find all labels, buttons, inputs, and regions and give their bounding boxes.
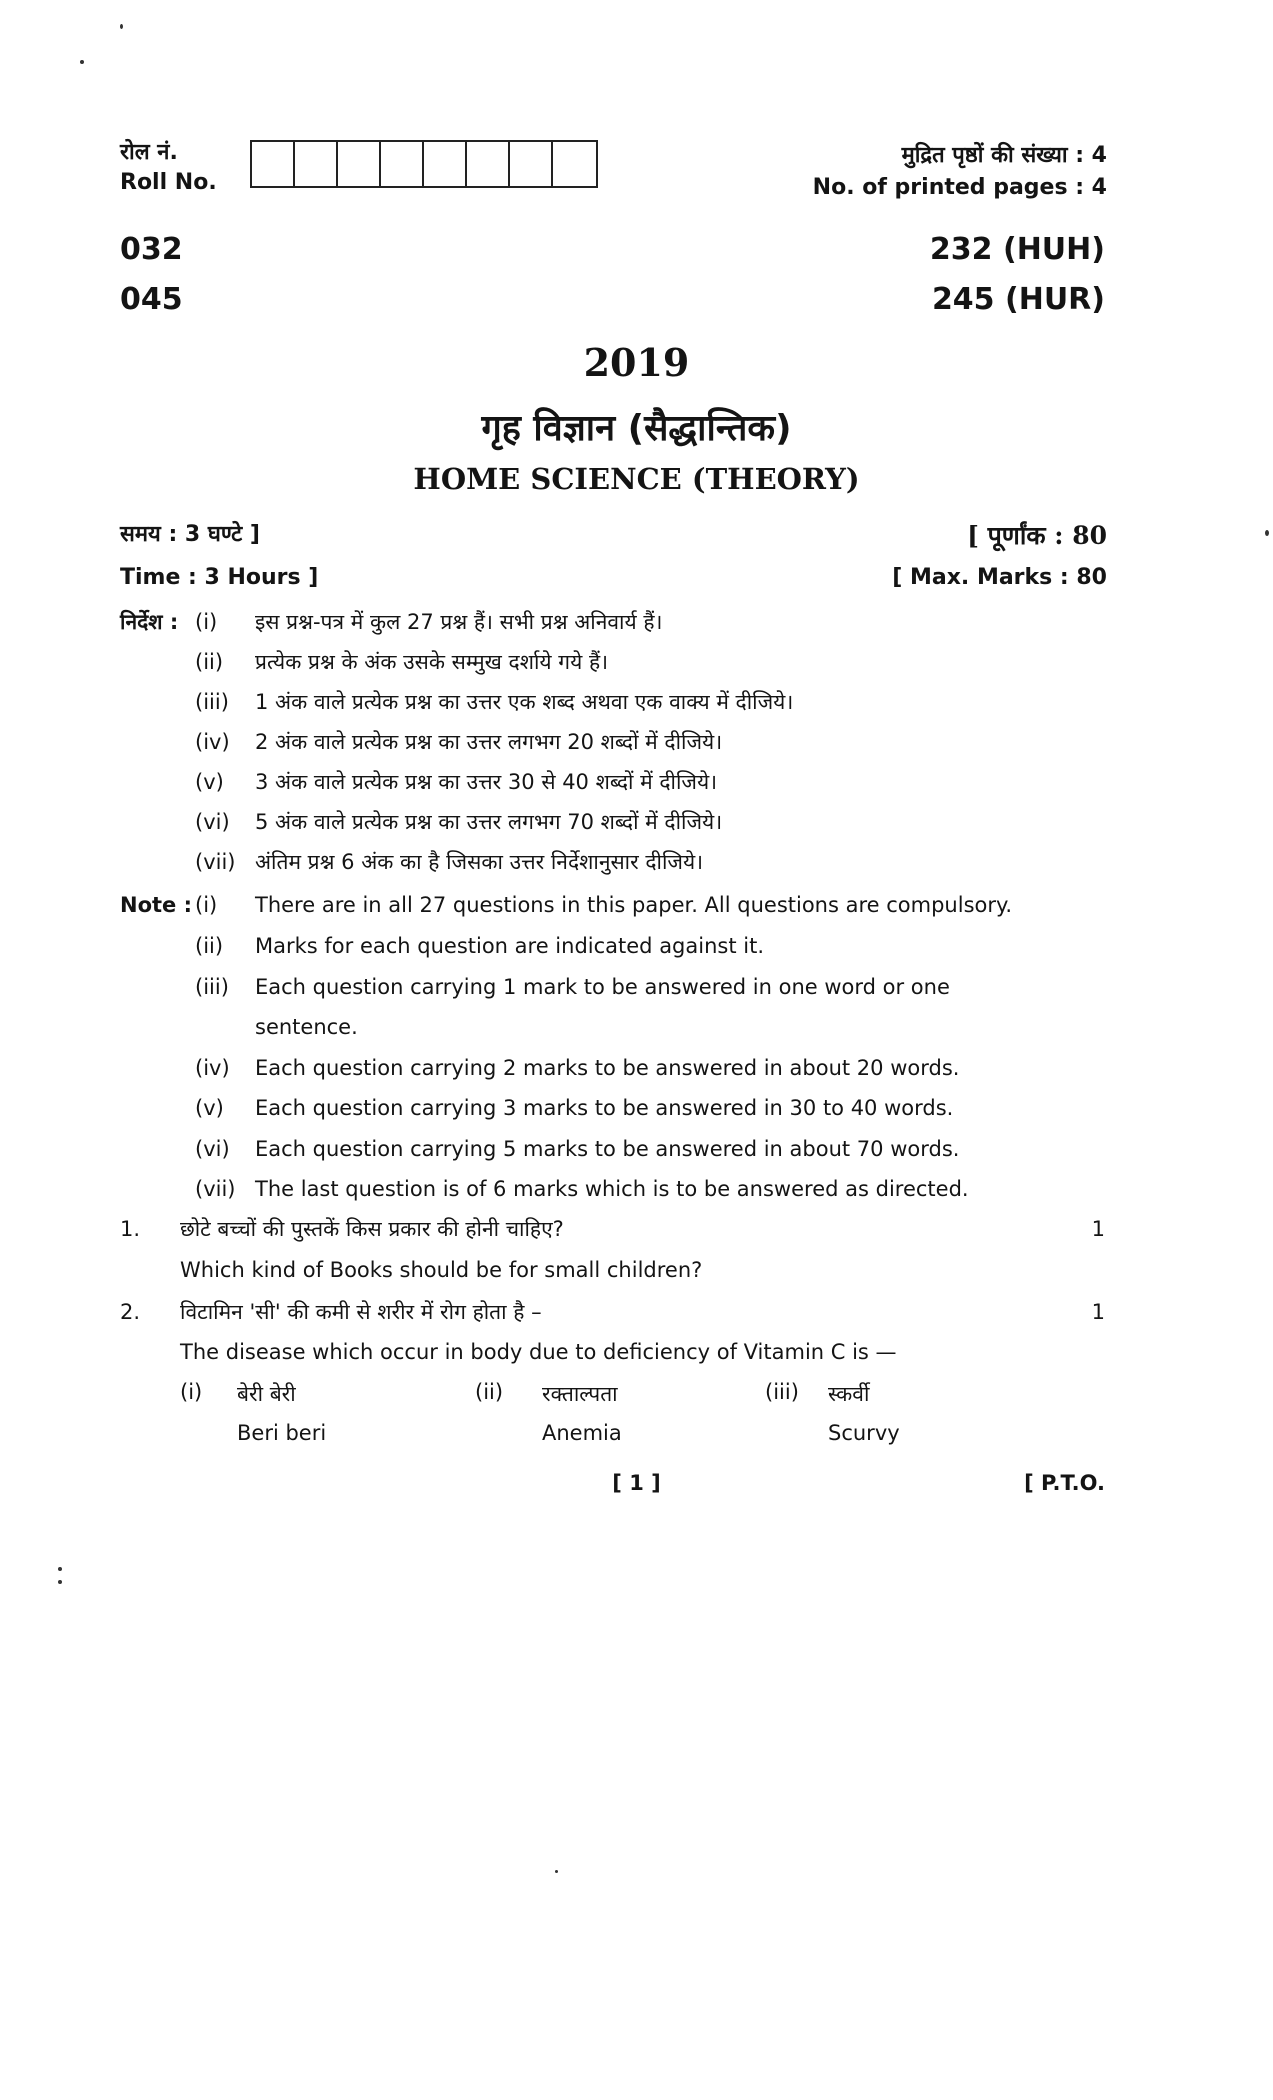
scan-speck (58, 1580, 62, 1584)
option-english: Beri beri (237, 1421, 327, 1445)
option-number: (iii) (765, 1380, 799, 1404)
printed-pages-info (813, 140, 1107, 204)
instruction-number: (i) (195, 610, 218, 634)
note-number: (v) (195, 1096, 224, 1120)
note-text: The last question is of 6 marks which is to be answered as directed. (255, 1177, 969, 1201)
question-text-hindi: विटामिन 'सी' की कमी से शरीर में रोग होता है – (180, 1300, 542, 1324)
scan-speck (555, 1870, 558, 1873)
instruction-number: (vi) (195, 810, 230, 834)
note-text: Each question carrying 2 marks to be answered in about 20 words. (255, 1056, 960, 1080)
roll-label-hindi: रोल नं. (120, 140, 178, 165)
paper-code-left-1: 032 (120, 232, 183, 267)
instruction-number: (ii) (195, 650, 224, 674)
option-hindi: बेरी बेरी (237, 1382, 296, 1406)
time-english: Time : 3 Hours ] (120, 565, 319, 590)
instruction-text: 3 अंक वाले प्रत्येक प्रश्न का उत्तर 30 से 40 शब्दों में दीजिये। (255, 770, 718, 794)
printed-pages-hindi: मुद्रित पृष्ठों की संख्या : 4 (901, 143, 1107, 168)
instruction-text: 1 अंक वाले प्रत्येक प्रश्न का उत्तर एक शब्द अथवा एक वाक्य में दीजिये। (255, 690, 794, 714)
roll-digit-box[interactable] (467, 142, 510, 186)
exam-year: 2019 (583, 340, 690, 385)
instruction-text: अंतिम प्रश्न 6 अंक का है जिसका उत्तर निर्देशानुसार दीजिये। (255, 850, 704, 874)
option-english: Scurvy (828, 1421, 900, 1445)
paper-code-right-1: 232 (HUH) (929, 232, 1105, 267)
question-text-english: Which kind of Books should be for small children? (180, 1258, 703, 1282)
note-text: Each question carrying 1 mark to be answered in one word or one (255, 975, 950, 999)
paper-code-left-2: 045 (120, 282, 183, 317)
note-text: Each question carrying 5 marks to be answered in about 70 words. (255, 1137, 960, 1161)
roll-digit-box[interactable] (295, 142, 338, 186)
instruction-number: (iii) (195, 690, 229, 714)
option-number: (ii) (475, 1380, 504, 1404)
subject-title-english: HOME SCIENCE (THEORY) (413, 462, 860, 496)
question-number: 1. (120, 1217, 141, 1241)
instructions-english-label: Note : (120, 893, 192, 917)
please-turn-over: [ P.T.O. (1024, 1471, 1105, 1495)
option-hindi: रक्ताल्पता (542, 1382, 618, 1406)
roll-number-boxes[interactable] (250, 140, 598, 188)
roll-digit-box[interactable] (553, 142, 596, 186)
note-text: There are in all 27 questions in this paper. All questions are compulsory. (255, 893, 1013, 917)
option-number: (i) (180, 1380, 203, 1404)
instructions-hindi-label: निर्देश : (120, 610, 179, 634)
instruction-text: प्रत्येक प्रश्न के अंक उसके सम्मुख दर्शाये गये हैं। (255, 650, 609, 674)
question-marks: 1 (1091, 1217, 1105, 1241)
instruction-text: 5 अंक वाले प्रत्येक प्रश्न का उत्तर लगभग 70 शब्दों में दीजिये। (255, 810, 723, 834)
question-text-hindi: छोटे बच्चों की पुस्तकें किस प्रकार की होनी चाहिए? (180, 1217, 564, 1241)
note-number: (iv) (195, 1056, 230, 1080)
roll-digit-box[interactable] (338, 142, 381, 186)
scan-speck (1265, 530, 1269, 536)
note-number: (iii) (195, 975, 229, 999)
note-text-continued: sentence. (255, 1015, 358, 1039)
instruction-number: (vii) (195, 850, 236, 874)
note-number: (i) (195, 893, 218, 917)
instruction-text: इस प्रश्न-पत्र में कुल 27 प्रश्न हैं। सभी प्रश्न अनिवार्य हैं। (255, 610, 663, 634)
note-number: (vii) (195, 1177, 236, 1201)
scan-speck (58, 1567, 62, 1571)
option-english: Anemia (542, 1421, 622, 1445)
subject-title-hindi: गृह विज्ञान (सैद्धान्तिक) (481, 408, 792, 449)
roll-digit-box[interactable] (381, 142, 424, 186)
scan-speck (120, 24, 123, 29)
max-marks-hindi: [ पूर्णांक : 80 (967, 521, 1107, 550)
question-number: 2. (120, 1300, 141, 1324)
roll-label-english: Roll No. (120, 170, 217, 195)
page-number: [ 1 ] (612, 1471, 661, 1495)
instruction-number: (v) (195, 770, 224, 794)
note-text: Each question carrying 3 marks to be answered in 30 to 40 words. (255, 1096, 954, 1120)
instruction-number: (iv) (195, 730, 230, 754)
note-number: (ii) (195, 934, 224, 958)
instruction-text: 2 अंक वाले प्रत्येक प्रश्न का उत्तर लगभग 20 शब्दों में दीजिये। (255, 730, 723, 754)
roll-digit-box[interactable] (510, 142, 553, 186)
time-hindi: समय : 3 घण्टे ] (120, 522, 260, 547)
question-marks: 1 (1091, 1300, 1105, 1324)
note-number: (vi) (195, 1137, 230, 1161)
max-marks-english: [ Max. Marks : 80 (892, 565, 1107, 590)
option-hindi: स्कर्वी (828, 1382, 870, 1406)
question-text-english: The disease which occur in body due to deficiency of Vitamin C is — (180, 1340, 897, 1364)
printed-pages-english: No. of printed pages : 4 (812, 175, 1107, 200)
scan-speck (80, 60, 84, 64)
roll-digit-box[interactable] (252, 142, 295, 186)
roll-digit-box[interactable] (424, 142, 467, 186)
roll-number-label (120, 138, 217, 198)
note-text: Marks for each question are indicated against it. (255, 934, 764, 958)
paper-code-right-2: 245 (HUR) (931, 282, 1105, 317)
